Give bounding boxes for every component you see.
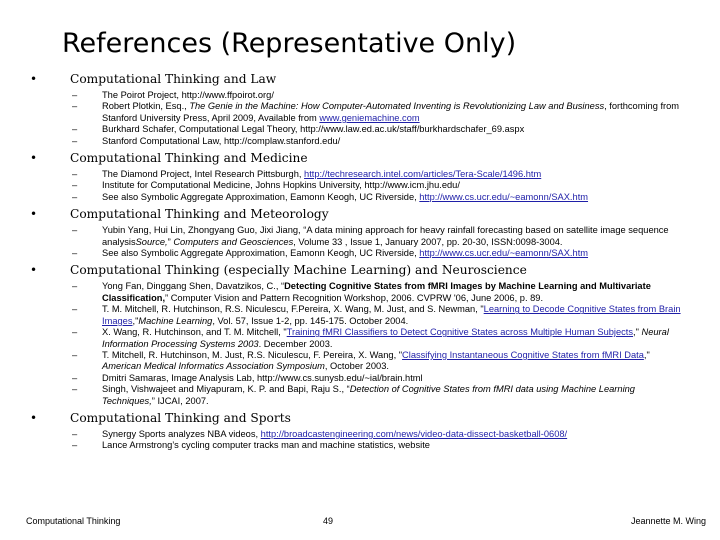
reference-text: Dmitri Samaras, Image Analysis Lab, http://www.cs.sunysb.edu/~ial/brain.html bbox=[102, 372, 423, 383]
reference-text: Source, bbox=[135, 236, 168, 247]
section-heading-text: Computational Thinking and Medicine bbox=[70, 151, 308, 166]
dash-icon: – bbox=[72, 281, 78, 292]
reference-text: Singh, Vishwajeet and Miyapuram, K. P. and Bapi, Raju S., “ bbox=[102, 384, 350, 395]
dash-icon: – bbox=[72, 428, 78, 439]
dash-icon: – bbox=[72, 384, 78, 395]
reference-text: Stanford Computational Law, http://complaw.stanford.edu/ bbox=[102, 135, 341, 146]
dash-icon: – bbox=[72, 135, 78, 146]
reference-item bbox=[30, 350, 690, 373]
dash-icon: – bbox=[72, 169, 78, 180]
reference-item bbox=[30, 373, 690, 384]
reference-text: , Volume 33 , Issue 1, January 2007, pp. 20-30, ISSN:0098-3004. bbox=[293, 236, 563, 247]
reference-text: The Genie in the Machine: How Computer-Automated Inventing is Revolutionizing Law and Business bbox=[189, 101, 605, 112]
page-title: References (Representative Only) bbox=[62, 28, 517, 59]
reference-link[interactable]: http://www.cs.ucr.edu/~eamonn/SAX.htm bbox=[419, 248, 589, 259]
reference-text: X. Wang, R. Hutchinson, and T. M. Mitchell, " bbox=[102, 327, 287, 338]
bullet-icon: • bbox=[30, 263, 38, 278]
reference-text: . December 2003. bbox=[258, 338, 333, 349]
reference-item bbox=[30, 248, 690, 259]
reference-item bbox=[30, 180, 690, 191]
section-heading-text: Computational Thinking and Law bbox=[70, 72, 277, 86]
reference-link[interactable]: http://broadcastengineering.com/news/video-data-dissect-basketball-0608/ bbox=[260, 428, 568, 439]
reference-link[interactable]: Learning to Decode Cognitive States from Brain Images bbox=[102, 304, 681, 326]
reference-text: , forthcoming from Stanford University Press, April 2009, Available from bbox=[102, 101, 680, 123]
section-heading bbox=[30, 263, 690, 278]
section-heading-text: Computational Thinking (especially Machine Learning) and Neuroscience bbox=[70, 263, 527, 278]
reference-text: Yubin Yang, Hui Lin, Zhongyang Guo, Jixi Jiang, “A data mining approach for heavy rainfall forecasting based on satellite image sequence analysis bbox=[102, 225, 669, 247]
reference-text: Neural Information Processing Systems 2003 bbox=[102, 327, 669, 349]
reference-section bbox=[30, 411, 690, 452]
reference-text: Burkhard Schafer, Computational Legal Theory, http://www.law.ed.ac.uk/staff/burkhardschafer_69.aspx bbox=[102, 124, 525, 135]
reference-text: Machine Learning bbox=[138, 315, 213, 326]
reference-text: The Diamond Project, Intel Research Pittsburgh, bbox=[102, 169, 305, 180]
section-heading-text: Computational Thinking and Meteorology bbox=[70, 207, 329, 222]
reference-item bbox=[30, 384, 690, 407]
reference-text: T. M. Mitchell, R. Hutchinson, R.S. Niculescu, F.Pereira, X. Wang, M. Just, and S. Newman, " bbox=[102, 304, 484, 315]
reference-text: Detecting Cognitive States from fMRI Images by Machine Learning and Multivariate Classification, bbox=[102, 281, 651, 303]
reference-item bbox=[30, 124, 690, 135]
section-heading bbox=[30, 207, 690, 222]
reference-link[interactable]: www.geniemachine.com bbox=[319, 112, 420, 123]
reference-items bbox=[30, 281, 690, 406]
reference-section bbox=[30, 151, 690, 203]
reference-text: See also Symbolic Aggregate Approximation, Eamonn Keogh, UC Riverside, bbox=[102, 191, 420, 202]
reference-item bbox=[30, 281, 690, 304]
dash-icon: – bbox=[72, 90, 78, 100]
reference-section bbox=[30, 263, 690, 406]
dash-icon: – bbox=[72, 349, 78, 360]
reference-link[interactable]: http://techresearch.intel.com/articles/Tera-Scale/1496.htm bbox=[304, 169, 542, 180]
reference-item bbox=[30, 101, 690, 124]
reference-text: Lance Armstrong’s cycling computer tracks man and machine statistics, website bbox=[102, 440, 430, 451]
bullet-icon: • bbox=[30, 151, 38, 166]
bullet-icon: • bbox=[30, 410, 38, 425]
reference-item bbox=[30, 90, 690, 101]
reference-item bbox=[30, 440, 690, 451]
reference-text: Detection of Cognitive States from fMRI data using Machine Learning Techniques, bbox=[102, 384, 635, 406]
reference-text: , Vol. 57, Issue 1-2, pp. 145-175. October 2004. bbox=[212, 315, 409, 326]
reference-text: See also Symbolic Aggregate Approximation, Eamonn Keogh, UC Riverside, bbox=[102, 248, 420, 259]
reference-text: ," bbox=[643, 349, 650, 360]
bullet-icon: • bbox=[30, 72, 38, 86]
bullet-icon: • bbox=[30, 207, 38, 222]
dash-icon: – bbox=[72, 191, 78, 202]
reference-section bbox=[30, 72, 690, 147]
section-heading bbox=[30, 72, 690, 87]
reference-items bbox=[30, 169, 690, 203]
reference-text: American Medical Informatics Association Symposium bbox=[102, 361, 325, 372]
section-heading bbox=[30, 411, 690, 426]
reference-text: ” bbox=[167, 236, 174, 247]
reference-item bbox=[30, 192, 690, 203]
reference-item bbox=[30, 304, 690, 327]
reference-item bbox=[30, 136, 690, 147]
reference-item bbox=[30, 429, 690, 440]
dash-icon: – bbox=[72, 225, 78, 236]
reference-link[interactable]: Classifying Instantaneous Cognitive States from fMRI Data bbox=[402, 349, 644, 360]
dash-icon: – bbox=[72, 124, 78, 135]
dash-icon: – bbox=[72, 440, 78, 451]
dash-icon: – bbox=[72, 304, 78, 315]
reference-items bbox=[30, 90, 690, 147]
reference-link[interactable]: Training fMRI Classifiers to Detect Cognitive States across Multiple Human Subjects bbox=[286, 327, 634, 338]
section-heading bbox=[30, 151, 690, 166]
dash-icon: – bbox=[72, 101, 78, 112]
reference-section bbox=[30, 207, 690, 259]
reference-text: Computers and Geosciences bbox=[173, 236, 294, 247]
reference-items bbox=[30, 429, 690, 452]
reference-item bbox=[30, 225, 690, 248]
dash-icon: – bbox=[72, 372, 78, 383]
reference-text: ” IJCAI, 2007. bbox=[151, 395, 209, 406]
footer-course: Computational Thinking bbox=[26, 516, 121, 526]
reference-text: Synergy Sports analyzes NBA videos, bbox=[102, 428, 261, 439]
reference-text: Robert Plotkin, Esq., bbox=[102, 101, 190, 112]
reference-text: , October 2003. bbox=[324, 361, 389, 372]
reference-items bbox=[30, 225, 690, 259]
dash-icon: – bbox=[72, 327, 78, 338]
footer-author: Jeannette M. Wing bbox=[630, 516, 706, 526]
dash-icon: – bbox=[72, 180, 78, 191]
footer-page-number: 49 bbox=[323, 516, 334, 526]
reference-item bbox=[30, 327, 690, 350]
reference-item bbox=[30, 169, 690, 180]
references-list bbox=[30, 72, 690, 456]
reference-text: The Poirot Project, http://www.ffpoirot.org/ bbox=[102, 90, 274, 100]
section-heading-text: Computational Thinking and Sports bbox=[70, 410, 291, 425]
reference-link[interactable]: http://www.cs.ucr.edu/~eamonn/SAX.htm bbox=[419, 191, 589, 202]
dash-icon: – bbox=[72, 248, 78, 259]
reference-text: ," bbox=[132, 315, 139, 326]
reference-text: T. Mitchell, R. Hutchinson, M. Just, R.S. Niculescu, F. Pereira, X. Wang, " bbox=[102, 349, 403, 360]
reference-text: Yong Fan, Dinggang Shen, Davatzikos, C., “ bbox=[102, 281, 285, 292]
reference-text: ," bbox=[633, 327, 642, 338]
reference-text: Institute for Computational Medicine, Johns Hopkins University, http://www.icm.jhu.edu/ bbox=[102, 180, 460, 191]
reference-text: ” Computer Vision and Pattern Recognition Workshop, 2006. CVPRW '06, June 2006, p. 89. bbox=[165, 292, 544, 303]
